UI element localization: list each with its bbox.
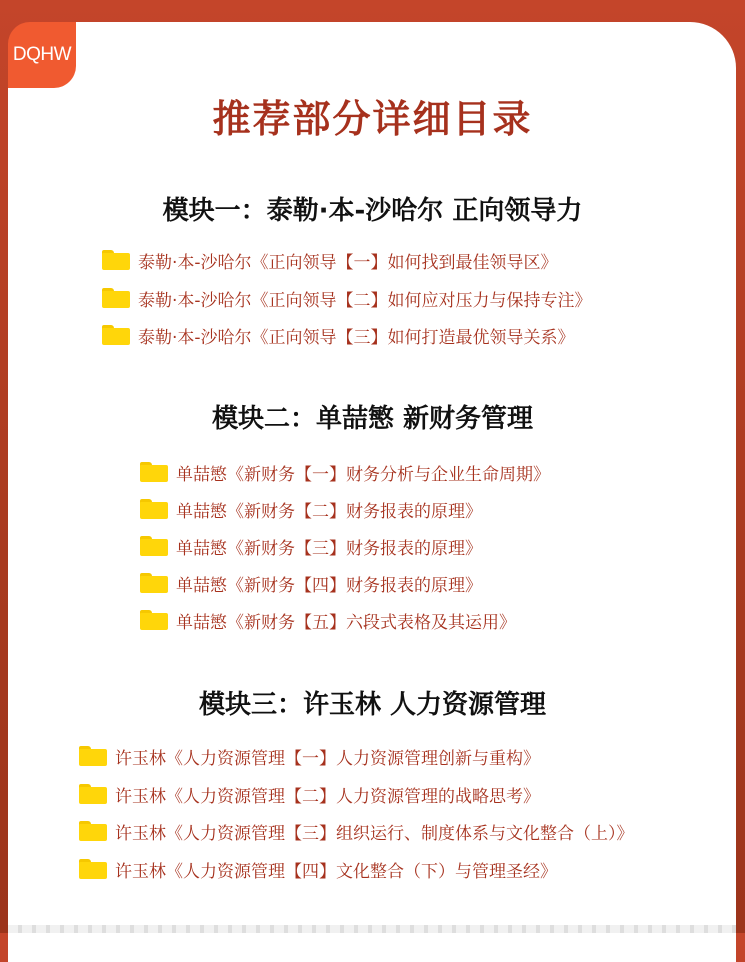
list-item[interactable] [140,494,482,524]
list-item-label: 单喆慜《新财务【五】六段式表格及其运用》 [176,612,516,633]
watermark-logo: DQHW [8,22,76,88]
list-item-label: 泰勒·本-沙哈尔《正向领导【二】如何应对压力与保持专注》 [138,290,592,311]
folder-icon [79,746,107,766]
list-item-label: 单喆慜《新财务【一】财务分析与企业生命周期》 [176,464,550,485]
list-item-label: 许玉林《人力资源管理【三】组织运行、制度体系与文化整合（上）》 [115,823,634,844]
page-title: 推荐部分详细目录 [212,97,533,141]
list-item-label: 单喆慜《新财务【四】财务报表的原理》 [176,575,482,596]
module-2-heading: 模块二：单喆慜 新财务管理 [211,404,534,434]
folder-icon [140,610,168,630]
folder-icon [140,462,168,482]
module-1-heading: 模块一：泰勒·本-沙哈尔 正向领导力 [162,196,583,226]
list-item[interactable] [79,854,557,884]
folder-icon [140,573,168,593]
list-item[interactable] [79,816,634,846]
folder-icon [140,499,168,519]
list-item-label: 许玉林《人力资源管理【二】人力资源管理的战略思考》 [115,786,540,807]
list-item[interactable] [102,320,575,350]
folder-icon [102,325,130,345]
list-item[interactable] [140,568,482,598]
list-item-label: 单喆慜《新财务【二】财务报表的原理》 [176,501,482,522]
list-item-label: 许玉林《人力资源管理【一】人力资源管理创新与重构》 [115,748,540,769]
folder-icon [140,536,168,556]
list-item[interactable] [79,779,540,809]
folder-icon [79,821,107,841]
list-item[interactable] [102,283,592,313]
list-item-label: 许玉林《人力资源管理【四】文化整合（下）与管理圣经》 [115,861,557,882]
list-item[interactable] [140,605,516,635]
module-3-heading: 模块三：许玉林 人力资源管理 [198,690,547,720]
list-item-label: 泰勒·本-沙哈尔《正向领导【一】如何找到最佳领导区》 [138,252,558,273]
list-item[interactable] [102,245,558,275]
list-item[interactable] [140,531,482,561]
folder-icon [79,859,107,879]
list-item[interactable] [140,457,550,487]
folder-icon [102,250,130,270]
list-item-label: 泰勒·本-沙哈尔《正向领导【三】如何打造最优领导关系》 [138,327,575,348]
list-item[interactable] [79,741,540,771]
folder-icon [79,784,107,804]
bottom-divider [8,925,736,933]
list-item-label: 单喆慜《新财务【三】财务报表的原理》 [176,538,482,559]
folder-icon [102,288,130,308]
